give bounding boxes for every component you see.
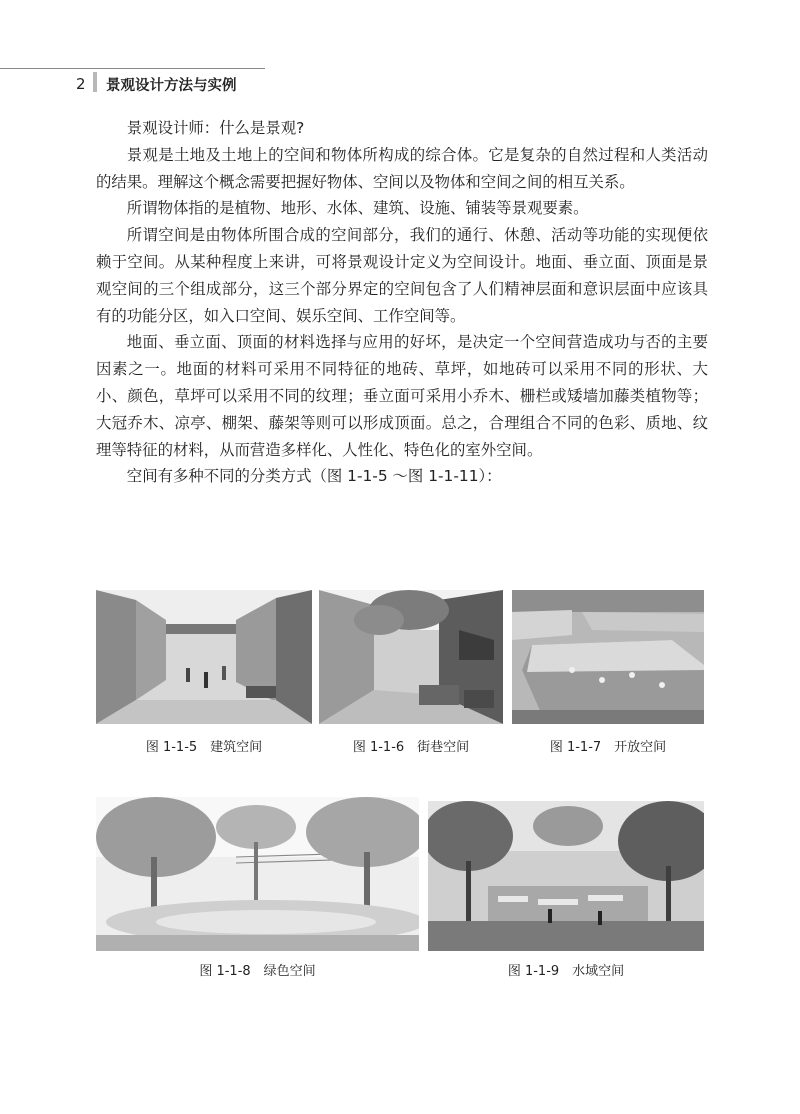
figure-caption: 图 1-1-6 街巷空间: [352, 740, 470, 755]
figure-caption: 图 1-1-9 水域空间: [507, 964, 625, 979]
page-number: 2: [76, 75, 86, 93]
figure-caption: 图 1-1-7 开放空间: [549, 740, 667, 755]
figure-open-space-photo: [512, 590, 704, 724]
paragraph: 所谓物体指的是植物、地形、水体、建筑、设施、铺装等景观要素。: [126, 199, 589, 218]
paragraph: 地面、垂立面、顶面的材料选择与应用的好坏，是决定一个空间营造成功与否的主要因素之一。地面的材料可采用不同特征的地砖、草坪，如地砖可以采用不同的形状、大小、颜色，草坪可以采用不同的纹理；垂立面可采用小乔木、栅栏或矮墙加藤类植物等；大冠乔木、凉亭、棚架、藤架等则可以形成顶面。总之，合理组合不同的色彩、质地、纹理等特征的材料，从而营造多样化、人性化、特色化的室外空间。: [96, 333, 708, 459]
figure-water-space-illustration: [428, 801, 704, 951]
figure-caption: 图 1-1-5 建筑空间: [145, 740, 263, 755]
figure-caption: 图 1-1-8 绿色空间: [199, 964, 316, 979]
paragraph: 景观设计师：什么是景观?: [126, 119, 305, 137]
paragraph: 空间有多种不同的分类方式（图 1-1-5 ～图 1-1-11）：: [126, 467, 502, 486]
paragraph: 所谓空间是由物体所围合成的空间部分，我们的通行、休憩、活动等功能的实现便依赖于空间。从某种程度上来讲，可将景观设计定义为空间设计。地面、垂立面、顶面是景观空间的三个组成部分，这三个部分界定的空间包含了人们精神层面和意识层面中应该具有的功能分区，如入口空间、娱乐空间、工作空间等。: [96, 226, 708, 325]
header-accent-bar: [93, 72, 97, 92]
figure-green-space-illustration: [96, 797, 419, 951]
figure-architectural-space-photo: [96, 590, 312, 724]
running-header-title: 景观设计方法与实例: [106, 78, 237, 94]
body-text: [96, 115, 708, 490]
header-rule: [0, 68, 265, 69]
paragraph: 景观是土地及土地上的空间和物体所构成的综合体。它是复杂的自然过程和人类活动的结果。理解这个概念需要把握好物体、空间以及物体和空间之间的相互关系。: [96, 145, 708, 191]
figure-street-space-photo: [319, 590, 503, 724]
